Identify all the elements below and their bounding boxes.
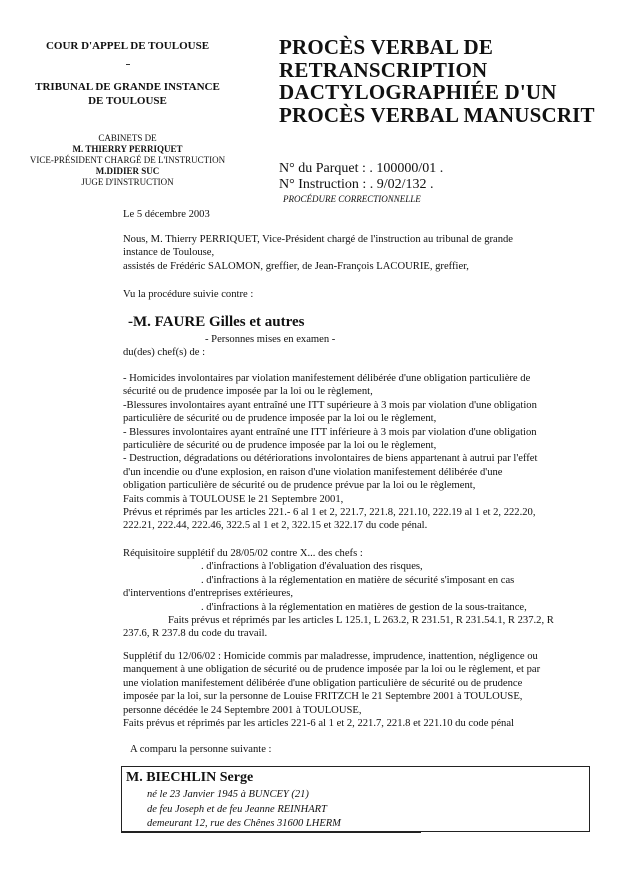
suppletif-line: manquement à une obligation de sécurité ou de prudence imposée par la loi ou le règlement, et par xyxy=(123,664,541,676)
accused-name: -M. FAURE Gilles et autres xyxy=(128,314,305,330)
requisitoire-line: . d'infractions à l'obligation d'évaluation des risques, xyxy=(201,561,423,573)
cabinets-label: CABINETS DE xyxy=(98,133,157,143)
judge1-role: VICE-PRÉSIDENT CHARGÉ DE L'INSTRUCTION xyxy=(29,155,226,165)
document-date: Le 5 décembre 2003 xyxy=(123,209,210,220)
charge-line: particulière de sécurité ou de prudence imposée par la loi ou le règlement, xyxy=(123,440,437,452)
requisitoire-line: d'interventions d'entreprises extérieures, xyxy=(123,588,294,600)
instruction-number: N° Instruction : . 9/02/132 . xyxy=(279,177,434,192)
charge-line: particulière de sécurité ou de prudence imposée par la loi ou le règlement, xyxy=(123,413,437,425)
title-line-3: DACTYLOGRAPHIÉE D'UN xyxy=(279,80,557,104)
procedure-type: PROCÉDURE CORRECTIONNELLE xyxy=(283,194,421,204)
judge2-role: JUGE D'INSTRUCTION xyxy=(81,177,174,187)
charges-list xyxy=(123,372,588,533)
suppletif-block xyxy=(123,650,588,730)
charge-line: d'un incendie ou d'une explosion, en raison d'une violation manifestement délibérée d'une xyxy=(123,466,503,478)
person-parents: de feu Joseph et de feu Jeanne REINHART xyxy=(147,804,327,815)
box-underline xyxy=(121,831,421,833)
charge-line: 222.21, 222.44, 222.46, 322.5 al 1 et 2, 322.15 et 322.17 du code pénal. xyxy=(123,520,428,532)
intro-line: assistés de Frédéric SALOMON, greffier, de Jean-François LACOURIE, greffier, xyxy=(123,260,469,272)
tribunal-name xyxy=(10,80,245,108)
appearance-statement: A comparu la personne suivante : xyxy=(130,744,272,755)
charge-line: - Destruction, dégradations ou détériorations involontaires de biens appartenant à autrui par l'effet xyxy=(123,453,538,465)
separator-dash xyxy=(126,64,130,65)
judge2-name: M.DIDIER SUC xyxy=(95,166,160,176)
accused-status: - Personnes mises en examen - xyxy=(205,334,336,345)
requisitoire-line: . d'infractions à la réglementation en matière de sécurité s'imposant en cas xyxy=(201,574,515,586)
tribunal-line-1: TRIBUNAL DE GRANDE INSTANCE xyxy=(35,81,220,93)
court-name: COUR D'APPEL DE TOULOUSE xyxy=(45,40,210,52)
charge-line: - Blessures involontaires ayant entraîné une ITT inférieure à 3 mois par violation d'une obligation xyxy=(123,426,537,438)
tribunal-line-2: DE TOULOUSE xyxy=(88,95,167,107)
charge-line: obligation particulière de sécurité ou de prudence prévue par la loi ou le règlement, xyxy=(123,480,476,492)
intro-line: Nous, M. Thierry PERRIQUET, Vice-Président chargé de l'instruction au tribunal de grande xyxy=(123,234,514,245)
person-box xyxy=(121,766,590,832)
title-line-2: RETRANSCRIPTION xyxy=(279,57,488,82)
cabinets-block xyxy=(10,133,245,188)
suppletif-line: imposée par la loi, sur la personne de Louise FRITZCH le 21 Septembre 2001 à TOULOUSE, xyxy=(123,691,523,703)
title-line-1: PROCÈS VERBAL DE xyxy=(279,35,494,59)
person-name: M. BIECHLIN Serge xyxy=(126,770,254,785)
intro-line: instance de Toulouse, xyxy=(123,247,215,259)
charge-line: sécurité ou de prudence imposée par la loi ou le règlement, xyxy=(123,386,373,398)
judge1-name: M. THIERRY PERRIQUET xyxy=(72,144,183,154)
document-title xyxy=(279,36,609,126)
charge-line: - Homicides involontaires par violation manifestement délibérée d'une obligation particulière de xyxy=(123,373,531,384)
suppletif-line: personne décédée le 24 Septembre 2001 à TOULOUSE, xyxy=(123,704,362,716)
suppletif-line: Supplétif du 12/06/02 : Homicide commis par maladresse, imprudence, inattention, négligence ou xyxy=(123,651,538,662)
title-line-4: PROCÈS VERBAL MANUSCRIT xyxy=(279,102,595,127)
suppletif-line: une violation manifestement délibérée d'une obligation particulière de sécurité ou de prudence xyxy=(123,677,523,689)
person-birth: né le 23 Janvier 1945 à BUNCEY (21) xyxy=(147,789,309,800)
parquet-number: N° du Parquet : . 100000/01 . xyxy=(279,161,444,176)
charge-line: Prévus et réprimés par les articles 221.- 6 al 1 et 2, 221.7, 221.8, 221.10, 222.19 al 1 et 2, 222.20, xyxy=(123,507,536,519)
requisitoire-line: 237.6, R 237.8 du code du travail. xyxy=(123,628,268,640)
requisitoire-line: Réquisitoire supplétif du 28/05/02 contre X... des chefs : xyxy=(123,548,363,559)
person-address: demeurant 12, rue des Chênes 31600 LHERM xyxy=(147,818,341,829)
procedure-against: Vu la procédure suivie contre : xyxy=(123,289,254,300)
requisitoire-line: Faits prévus et réprimés par les articles L 125.1, L 263.2, R 231.51, R 231.54.1, R 237.2, R xyxy=(168,615,554,627)
charge-line: -Blessures involontaires ayant entraîné une ITT supérieure à 3 mois par violation d'une obligation xyxy=(123,399,537,411)
charges-label: du(des) chef(s) de : xyxy=(123,347,206,358)
requisitoire-block xyxy=(123,547,588,641)
charge-line: Faits commis à TOULOUSE le 21 Septembre 2001, xyxy=(123,493,344,505)
intro-paragraph xyxy=(123,233,588,273)
suppletif-line: Faits prévus et réprimés par les articles 221-6 al 1 et 2, 221.7, 221.8 et 221.10 du code pénal xyxy=(123,718,514,730)
requisitoire-line: . d'infractions à la réglementation en matières de gestion de la sous-traitance, xyxy=(201,601,527,613)
